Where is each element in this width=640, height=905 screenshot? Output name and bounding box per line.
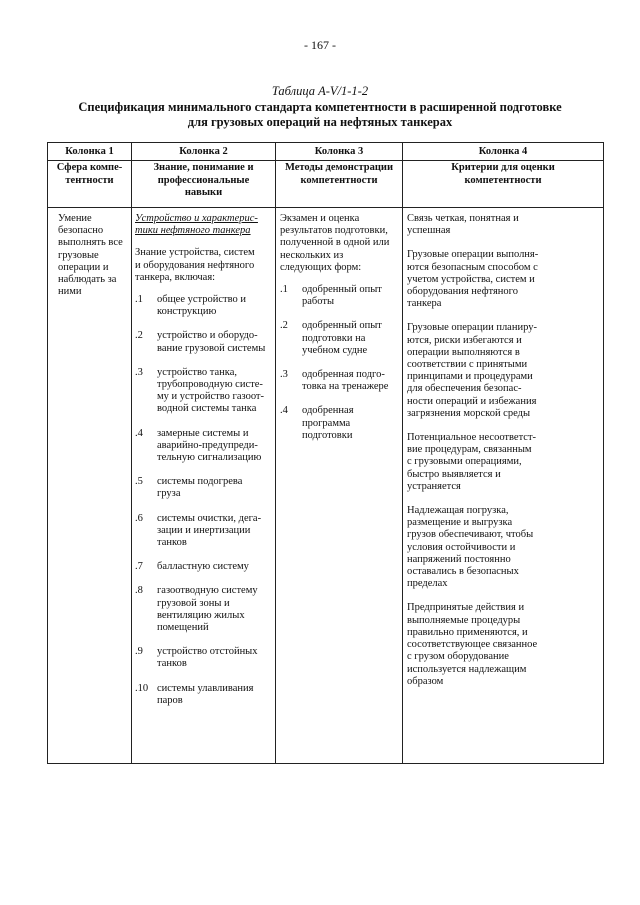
text-line: вентиляцию жилых [157,609,245,621]
column-header: Колонка 1 [65,146,114,157]
list-item [135,367,273,416]
criteria-paragraph [407,249,603,310]
text-line: общее устройство и [157,294,246,306]
text-line: Потенциальное несоответст- [407,432,537,444]
text-line: для обеспечения безопас- [407,383,522,395]
list-item [280,405,402,442]
text-line: Связь четкая, понятная и [407,213,519,224]
text-line: одобренный опыт [302,320,382,332]
text-line: правильно применяются, и [407,626,528,638]
text-line: условия остойчивости и [407,541,516,553]
subheader-line: компетентности [300,174,378,186]
list-item [135,646,273,670]
text-line: быстро выявляется и [407,468,501,480]
item-number: .6 [135,512,143,524]
table-title [30,100,610,130]
text-line: используется надлежащим [407,663,527,675]
text-line: Устройство и характерис- [135,213,258,224]
text-line: ются безопасным способом с [407,261,538,273]
text-line: Грузовые операции выполня- [407,249,539,261]
text-line: принципами и процедурами [407,371,533,383]
text-line: с грузом оборудование [407,651,509,663]
text-line: учетом устройства, систем и [407,273,535,285]
header-divider [48,207,603,208]
text-line: выполняемые процедуры [407,614,521,626]
text-line: устройство и оборудо- [157,330,258,342]
text-line: подготовки [302,429,353,441]
text-line: операции и [58,261,109,273]
subheader-line: тентности [65,174,114,186]
text-line: системы очистки, дега- [157,512,262,524]
text-line: товка на тренажере [302,381,389,393]
list-item [135,428,273,465]
text-line: аварийно-предупреди- [157,439,258,451]
competence-table [47,142,604,764]
column-subheader [403,162,603,187]
text-line: Экзамен и оценка [280,213,360,224]
text-line: устраняется [407,480,461,492]
text-line: системы подогрева [157,476,243,488]
subheader-line: навыки [184,187,223,198]
item-number: .3 [135,366,143,378]
text-line: с грузовыми операциями, [407,456,522,468]
text-line: зации и инертизации [157,524,251,536]
column-header: Колонка 2 [179,146,228,157]
criteria-paragraph [407,322,603,420]
text-line: газоотводную систему [157,585,258,597]
text-line: водной системы танка [157,403,257,415]
item-number: .2 [280,320,288,332]
text-line: одобренный опыт [302,284,382,296]
text-line: одобренная подго- [302,369,385,381]
subheader-line: профессиональные [157,174,250,186]
text-line: образом [407,675,444,687]
item-number: .4 [280,405,288,417]
text-line: устройство отстойных [157,646,258,658]
text-line: системы улавливания [157,682,254,694]
text-line: соответствии с принятыми [407,359,528,371]
item-number: .1 [135,294,143,306]
text-line: напряжений постоянно [407,553,511,565]
table-title-line: Спецификация минимального стандарта компетентности в расширенной подготовке [78,100,562,114]
text-line: одобренная [302,405,354,417]
competence-sphere-cell [58,213,130,298]
text-line: Надлежащая погрузка, [407,505,509,517]
criteria-paragraph [407,602,603,687]
column-divider [275,143,276,763]
item-number: .3 [280,369,288,381]
text-line: танков [157,658,187,670]
item-number: .2 [135,330,143,342]
subheader-line: Критерии для оценки [451,162,555,173]
text-line: оборудования нефтяного [407,286,518,298]
methods-list [280,284,402,442]
text-line: Грузовые операции планиру- [407,322,537,334]
knowledge-cell [135,213,273,719]
text-line: паров [157,694,183,706]
list-item [135,561,273,573]
text-line: наблюдать за [58,274,117,286]
criteria-paragraph [407,213,603,237]
text-line: сосответствующее связанное [407,639,538,651]
text-line: успешная [407,225,451,237]
page-number: - 167 - [304,38,336,52]
text-line: пределах [407,578,448,590]
criteria-cell [407,213,603,700]
column-divider [402,143,403,763]
text-line: программа [302,417,351,429]
text-line: танкера, включая: [135,271,216,283]
column-divider [131,143,132,763]
list-item [135,585,273,634]
text-line: грузовой зоны и [157,597,230,609]
methods-cell [280,213,402,454]
text-line: ности операций и избежания [407,395,537,407]
column-header: Колонка 3 [314,146,364,157]
text-line: Умение [58,213,92,224]
list-item [280,284,402,308]
text-line: учебном судне [302,344,368,356]
criteria-paragraph [407,505,603,590]
text-line: и оборудования нефтяного [135,259,255,271]
list-item [135,683,273,707]
list-item [135,476,273,500]
text-line: му и устройство газоот- [157,391,265,403]
knowledge-list [135,294,273,707]
text-line: полученной в одной или [280,237,390,249]
subheader-line: Методы демонстрации [284,162,393,173]
item-number: .7 [135,561,143,573]
text-line: устройство танка, [157,366,237,378]
text-line: следующих форм: [280,261,362,273]
list-item [135,330,273,354]
column-subheader [276,162,402,187]
text-line: трубопроводную систе- [157,379,263,391]
text-line: безопасно [58,225,104,237]
text-line: загрязнения морской среды [407,407,531,419]
list-item [280,320,402,357]
criteria-list [407,213,603,688]
item-number: .9 [135,646,143,658]
intro-paragraph [280,213,402,274]
text-line: замерные системы и [157,427,249,439]
text-line: балластную систему [157,561,249,573]
subheader-line: компетентности [464,174,542,186]
intro-paragraph [135,247,273,284]
subheader-line: Знание, понимание и [153,162,254,173]
text-line: Знание устройства, систем [135,247,255,259]
header-divider [48,160,603,161]
item-number: .1 [280,284,288,296]
text-line: грузов обеспечивают, чтобы [407,529,534,541]
item-number: .5 [135,476,143,488]
text-line: подготовки на [302,332,366,344]
text-line: оставались в безопасных [407,566,519,578]
text-line: ются, риски избегаются и [407,334,522,346]
text-line: Предпринятые действия и [407,602,525,614]
column-subheader [132,162,275,200]
item-number: .10 [135,682,149,694]
subheader-line: Сфера компе- [56,162,123,173]
text-line: танкера [407,298,442,310]
text-line: грузовые [58,249,99,261]
column-subheader [48,162,131,187]
text-line: тельную сигнализацию [157,452,262,464]
text-line: помещений [157,622,209,634]
item-number: .4 [135,427,143,439]
text-line: размещение и выгрузка [407,517,513,529]
text-line: груза [157,488,181,500]
list-item [135,513,273,550]
list-item [280,369,402,393]
text-line: танков [157,537,187,549]
criteria-paragraph [407,432,603,493]
text-line: тики нефтяного танкера [135,225,251,237]
column-header: Колонка 4 [478,146,528,157]
text-line: результатов подготовки, [280,225,388,237]
item-number: .8 [135,585,143,597]
list-item [135,294,273,318]
text-line: конструкцию [157,306,217,318]
text-line: выполнять все [58,237,123,249]
table-title-line: для грузовых операций на нефтяных танкерах [187,115,453,129]
text-line: операции выполняются в [407,346,520,358]
text-line: нескольких из [280,249,344,261]
text-line: вание грузовой системы [157,342,266,354]
table-label: Таблица A-V/1-1-2 [271,84,369,98]
text-line: работы [302,296,335,308]
section-heading [135,213,273,237]
text-line: ними [58,286,82,298]
text-line: вие процедурам, связанным [407,444,532,456]
